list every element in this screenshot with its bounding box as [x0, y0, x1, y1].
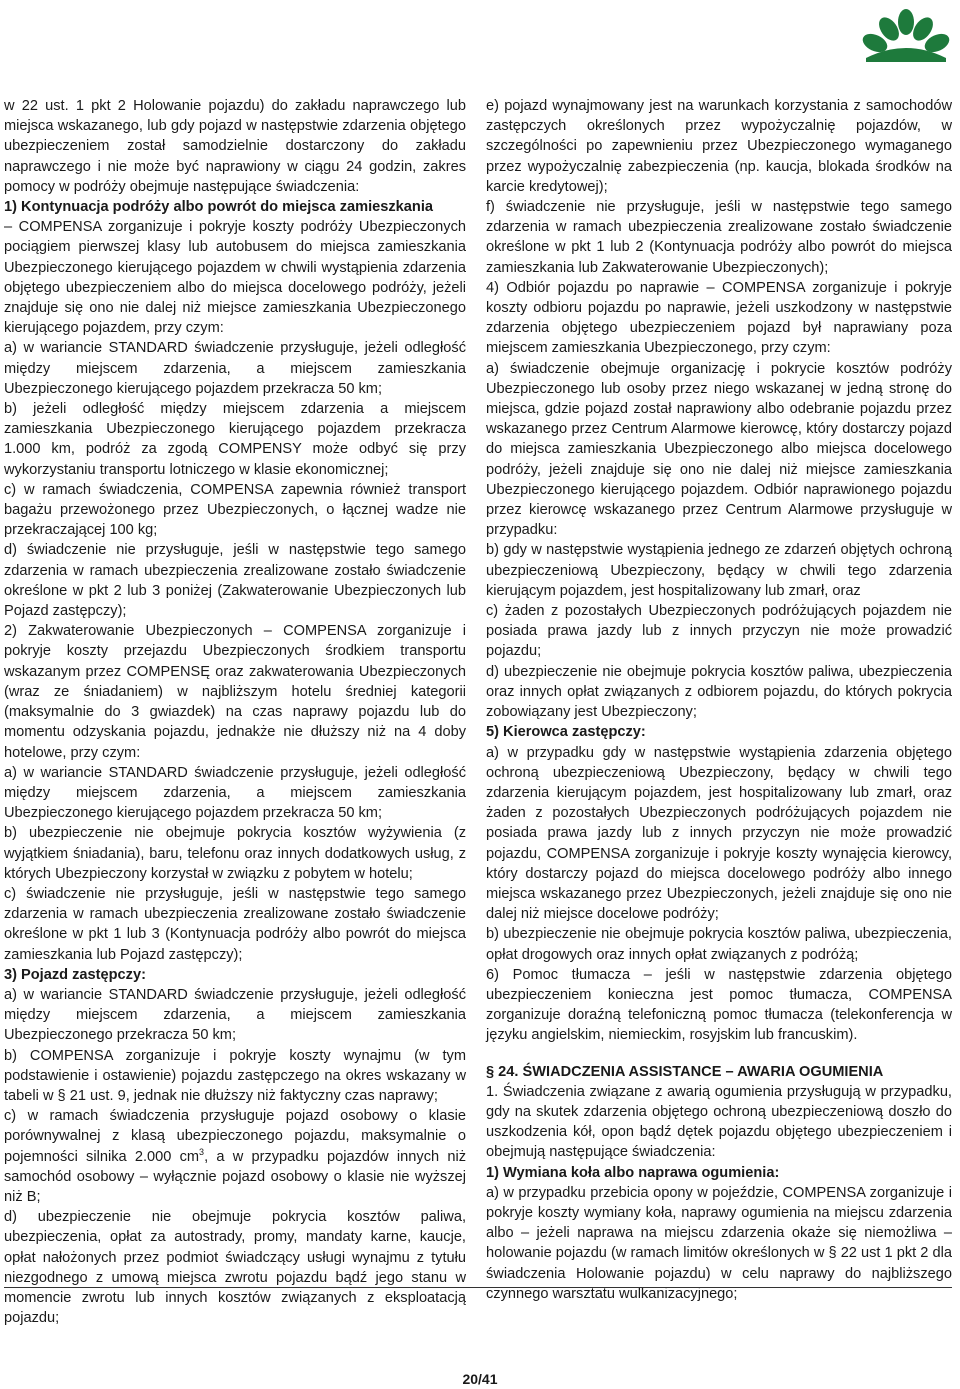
list-item: d) ubezpieczenie nie obejmuje pokrycia kosztów paliwa, ubezpieczenia, opłat za autostrady, promy, mandaty karne, kaucje, opłat nałożonych przez podmiot świadczący usługi wynajmu z tytułu niezgodnego z umową miejsca zwrotu pojazdu bądź jego stanu w momencie zwrotu lub innych kosztów związanych z eksploatacją pojazdu; [4, 1209, 466, 1327]
list-item: a) w wariancie STANDARD świadczenie przysługuje, jeżeli odległość między miejscem zdarzenia, a miejscem zamieszkania Ubezpieczonego kierującego pojazdem przekracza 50 km; [4, 340, 466, 397]
leaf-fan-logo-icon [860, 8, 952, 64]
paragraph: w 22 ust. 1 pkt 2 Holowanie pojazdu) do zakładu naprawczego lub miejsca wskazanego, lub gdy pojazd w następstwie zdarzenia objętego ubezpieczeniem został samodzielnie dostarczony do zakładu naprawczego i nie może być naprawiony w ciągu 24 godzin, zakres pomocy w podróży obejmuje następujące świadczenia: [4, 98, 466, 195]
list-item: c) w ramach świadczenia przysługuje pojazd osobowy o klasie porównywalnej z klasą ubezpieczonego pojazdu, maksymalnie o pojemności silnika 2.000 $cm^3$, a w przypadku pojazdów innych niż samochód osobowy – wyłącznie pojazd osobowy o klasie nie wyższej niż B; [4, 1108, 466, 1205]
heading: 3) Pojazd zastępczy: [4, 966, 146, 983]
heading: 5) Kierowca zastępczy: [486, 724, 646, 741]
list-item: b) COMPENSA zorganizuje i pokryje koszty wynajmu (w tym podstawienie i ostawienie) pojazdu zastępczego na okres wskazany w tabeli w § 21 ust. 9, jednak nie dłuższy niż faktyczny czas naprawy; [4, 1047, 466, 1104]
list-item: e) pojazd wynajmowany jest na warunkach korzystania z samochodów zastępczych określonych przez wypożyczalnię pojazdów, w szczególności po zapewnieniu przez Ubezpieczonego wymaganego przez wypożyczalnię zabezpieczenia (np. kaucja, blokada środków na karcie kredytowej); [486, 98, 952, 195]
paragraph: 1. Świadczenia związane z awarią ogumienia przysługują w przypadku, gdy na skutek zdarzenia objętego ochroną ubezpieczeniową doszło do uszkodzenia kół, opon bądź dętek pojazdu objętego ubezpieczeniem i obejmują następujące świadczenia: [486, 1083, 952, 1161]
list-item: b) ubezpieczenie nie obejmuje pokrycia kosztów wyżywienia (z wyjątkiem śniadania), baru, telefonu oraz innych dodatkowych usług, z których Ubezpieczony korzystał w związku z pobytem w hotelu; [4, 825, 466, 882]
list-item: d) ubezpieczenie nie obejmuje pokrycia kosztów paliwa, ubezpieczenia oraz innych opłat związanych z odbiorem pojazdu, do których pokrycia zobowiązany jest Ubezpieczony; [486, 663, 952, 721]
left-column [4, 96, 466, 1328]
footer-rule [4, 1287, 952, 1288]
list-item: c) żaden z pozostałych Ubezpieczonych podróżujących pojazdem nie posiada prawa jazdy lub z innych przyczyn nie może prowadzić pojazdu; [486, 603, 952, 660]
list-item: a) świadczenie obejmuje organizację i pokrycie kosztów podróży Ubezpieczonego lub osoby przez niego wskazanej w jedną stronę do miejsca, gdzie pojazd został naprawiony albo odebranie pojazdu przez wskazanego przez Centrum Alarmowe kierowcę, który dostarczy pojazd do miejsca zamieszkania Ubezpieczonego albo miejsca docelowego podróży, jeżeli znajduje się ono nie dalej niż miejsce zamieszkania Ubezpieczonego kierującego pojazdem. Odbiór naprawionego pojazdu przez kierowcę wskazanego przez Centrum Alarmowe przysługuje w przypadku: [486, 360, 952, 539]
page-number: 20/41 [462, 1371, 498, 1387]
list-item: c) w ramach świadczenia, COMPENSA zapewnia również transport bagażu przewożonego przez Ubezpieczonych, o łącznej wadze nie przekraczającej 100 kg; [4, 481, 466, 539]
list-item: c) świadczenie nie przysługuje, jeśli w następstwie tego samego zdarzenia w ramach ubezpieczenia zrealizowane zostało świadczenie określone w pkt 1 lub 3 (Kontynuacja podróży albo powrót do miejsca zamieszkania lub Pojazd zastępczy); [4, 885, 466, 963]
heading: 1) Wymiana koła albo naprawa ogumienia: [486, 1164, 780, 1181]
list-item: a) w przypadku gdy w następstwie wystąpienia zdarzenia objętego ochroną ubezpieczeniową Ubezpieczony, będący w chwili tego zdarzenia kierującym pojazdem, jest hospitalizowany lub zmarł, oraz żaden z pozostałych Ubezpieczonych podróżujących pojazdem nie posiada prawa jazdy lub z innych przyczyn nie może prowadzić pojazdu, COMPENSA zorganizuje i pokryje koszty wynajęcia kierowcy, który dostarczy pojazd do miejsca docelowego podróży albo innego miejsca wskazanego przez Ubezpieczonych, jeżeli znajduje się ono nie dalej niż miejsce docelowe podróży; [486, 744, 952, 923]
paragraph: – COMPENSA zorganizuje i pokryje koszty podróży Ubezpieczonych pociągiem pierwszej klasy lub autobusem do miejsca zamieszkania Ubezpieczonego kierującego pojazdem w chwili wystąpienia zdarzenia objętego ubezpieczeniem albo do miejsca docelowego podróży, jeżeli znajduje się ono nie dalej niż miejsce zamieszkania Ubezpieczonego kierującego pojazdem, przy czym: [4, 219, 466, 337]
paragraph: 4) Odbiór pojazdu po naprawie – COMPENSA zorganizuje i pokryje koszty odbioru pojazdu po naprawie, jeżeli uszkodzony w następstwie zdarzenia objętego ubezpieczeniem pojazd był naprawiany poza miejscem zamieszkania Ubezpieczonego, przy czym: [486, 279, 952, 357]
right-column [486, 96, 952, 1304]
list-item: d) świadczenie nie przysługuje, jeśli w następstwie tego samego zdarzenia w ramach ubezpieczenia zrealizowane zostało świadczenie określone w pkt 2 lub 3 poniżej (Zakwaterowanie Ubezpieczonych lub Pojazd zastępczy); [4, 542, 466, 620]
paragraph: 6) Pomoc tłumacza – jeśli w następstwie zdarzenia objętego ubezpieczeniem konieczna jest pomoc tłumacza, COMPENSA zorganizuje doraźną telefoniczną pomoc tłumacza (telekonferencja w języku angielskim, niemieckim, rosyjskim lub francuskim). [486, 966, 952, 1044]
list-item: f) świadczenie nie przysługuje, jeśli w następstwie tego samego zdarzenia w ramach ubezpieczenia zrealizowane zostało świadczenie określone w pkt 1 lub 2 (Kontynuacja podróży albo powrót do miejsca zamieszkania lub Zakwaterowanie Ubezpieczonych); [486, 199, 952, 276]
list-item: b) ubezpieczenie nie obejmuje pokrycia kosztów paliwa, ubezpieczenia, opłat drogowych oraz innych opłat związanych z podróżą; [486, 926, 952, 963]
paragraph: 2) Zakwaterowanie Ubezpieczonych – COMPENSA zorganizuje i pokryje koszty przejazdu Ubezpieczonych środkiem transportu wskazanym przez COMPENSĘ oraz zakwaterowania Ubezpieczonych (wraz ze śniadaniem) w najbliższym hotelu średniej kategorii (maksymalnie do 3 gwiazdek) na czas naprawy pojazdu lub do momentu odzyskania pojazdu, jednakże nie dłuższy niż na 4 doby hotelowe, przy czym: [4, 623, 466, 761]
section-title: § 24. ŚWIADCZENIA ASSISTANCE – AWARIA OGUMIENIA [486, 1063, 884, 1080]
list-item: a) w wariancie STANDARD świadczenie przysługuje, jeżeli odległość między miejscem zdarzenia, a miejscem zamieszkania Ubezpieczonego kierującego pojazdem przekracza 50 km; [4, 764, 466, 822]
list-item: a) w wariancie STANDARD świadczenie przysługuje, jeżeli odległość między miejscem zdarzenia, a miejscem zamieszkania Ubezpieczonego przekracza 50 km; [4, 986, 466, 1044]
list-item: b) gdy w następstwie wystąpienia jednego ze zdarzeń objętych ochroną ubezpieczeniową Ubezpieczony, będący w chwili tego zdarzenia kierującym pojazdem, jest hospitalizowany lub zmarł, oraz [486, 542, 952, 599]
list-item: b) jeżeli odległość między miejscem zdarzenia a miejscem zamieszkania Ubezpieczonego kierującego pojazdem przekracza 1.000 km, podróż za zgodą COMPENSY może odbyć się przy wykorzystaniu transportu lotniczego w klasie ekonomicznej; [4, 401, 466, 478]
heading: 1) Kontynuacja podróży albo powrót do miejsca zamieszkania [4, 199, 433, 216]
list-item: a) w przypadku przebicia opony w pojeździe, COMPENSA zorganizuje i pokryje koszty wymiany koła, naprawy ogumienia na miejscu zdarzenia albo – jeżeli naprawa na miejscu zdarzenia okaże się niemożliwa – holowanie pojazdu (w ramach limitów określonych w § 22 ust 1 pkt 2 dla świadczenia Holowanie pojazdu) w celu naprawy do najbliższego czynnego warsztatu wulkanizacyjnego; [486, 1184, 952, 1302]
